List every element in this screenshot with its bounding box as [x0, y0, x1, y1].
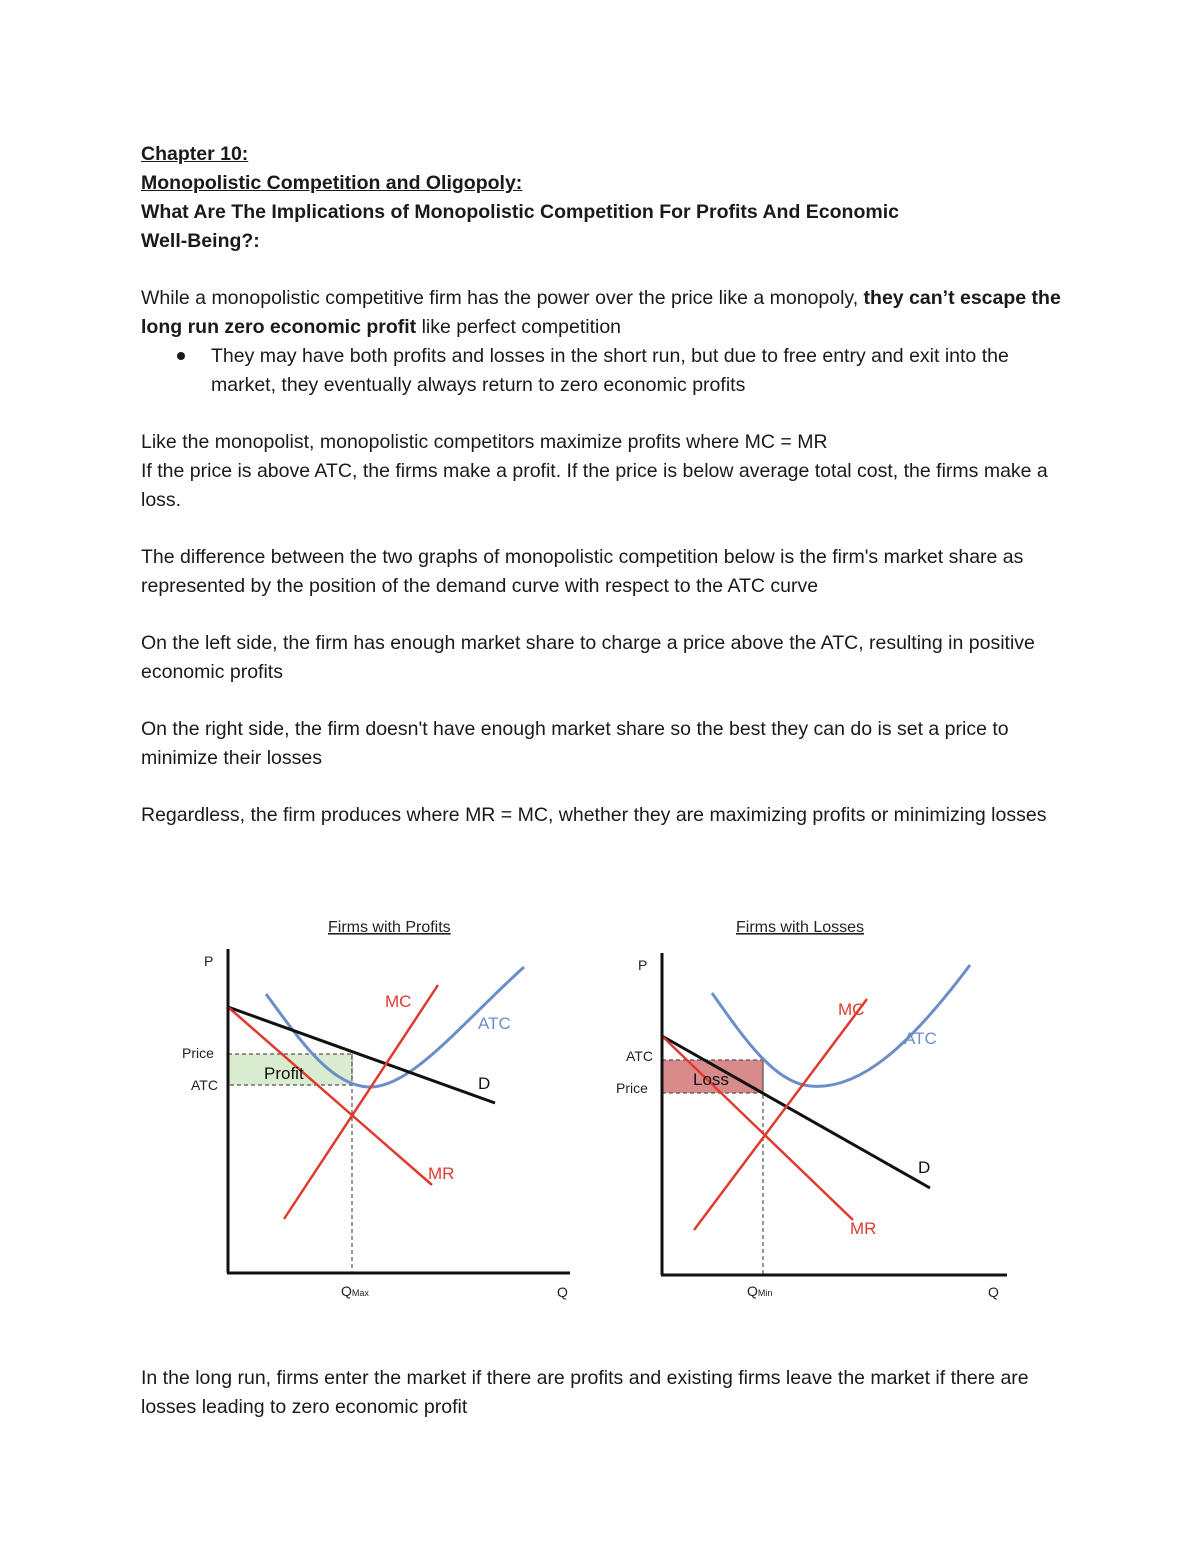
right-x-axis-label: Q	[988, 1284, 999, 1300]
right-price-label: Price	[616, 1080, 648, 1096]
right-y-axis-label: P	[638, 957, 648, 973]
right-atc-curve-label: ATC	[904, 1029, 937, 1048]
section-question-line1: What Are The Implications of Monopolistic Competition For Profits And Economic	[141, 201, 899, 223]
right-q-sub: Min	[757, 1288, 773, 1298]
right-mc-label: MC	[838, 1000, 865, 1019]
left-mc-label: MC	[385, 992, 412, 1011]
section-question-line2: Well-Being?:	[141, 230, 260, 252]
paragraph-right-side: On the right side, the firm doesn't have enough market share so the best they can do is set a price to minimize their losses	[141, 718, 1009, 769]
paragraph-left-side: On the left side, the firm has enough market share to charge a price above the ATC, resulting in positive economic profits	[141, 632, 1035, 683]
left-atc-curve-label: ATC	[478, 1014, 511, 1033]
left-atc-axis-label: ATC	[191, 1077, 218, 1093]
paragraph-price-atc: If the price is above ATC, the firms make a profit. If the price is below average total cost, the firms make a loss.	[141, 460, 1048, 511]
graph-firms-with-losses	[616, 919, 1007, 1300]
right-graph-title: Firms with Losses	[736, 919, 865, 936]
paragraph-intro	[141, 284, 1071, 342]
left-x-axis-label: Q	[557, 1284, 568, 1300]
left-q-sub: Max	[351, 1288, 369, 1298]
bullet-item	[141, 342, 1071, 400]
paragraph-maximize: Like the monopolist, monopolistic competitors maximize profits where MC = MR	[141, 431, 828, 453]
chapter-heading: Chapter 10:	[141, 143, 249, 165]
graphs-figure	[170, 905, 1030, 1310]
left-price-label: Price	[182, 1045, 214, 1061]
left-demand-label: D	[478, 1074, 491, 1093]
left-graph-title: Firms with Profits	[328, 919, 451, 936]
left-mr-line	[228, 1007, 432, 1185]
right-mr-label: MR	[850, 1219, 877, 1238]
left-q-main: Q	[341, 1283, 352, 1299]
graph-firms-with-profits	[182, 919, 570, 1300]
left-y-axis-label: P	[204, 953, 214, 969]
right-qmin-label	[747, 1283, 772, 1299]
left-qmax-label	[341, 1283, 369, 1299]
right-atc-axis-label: ATC	[626, 1048, 653, 1064]
paragraph-difference: The difference between the two graphs of monopolistic competition below is the firm's market share as represented by the position of the demand curve with respect to the ATC curve	[141, 546, 1024, 597]
right-demand-label: D	[918, 1158, 931, 1177]
right-q-main: Q	[747, 1283, 758, 1299]
bullet-text: They may have both profits and losses in the short run, but due to free entry and exit into the market, they eventually always return to zero economic profits	[211, 345, 1009, 396]
document-body	[141, 140, 1071, 830]
closing-paragraph-block	[141, 1344, 1071, 1441]
left-mr-label: MR	[428, 1164, 455, 1183]
left-profit-label: Profit	[264, 1064, 304, 1083]
left-mc-line	[284, 985, 438, 1219]
intro-text: While a monopolistic competitive firm has the power over the price like a monopoly,	[141, 287, 864, 309]
right-loss-label: Loss	[693, 1070, 729, 1089]
paragraph-regardless: Regardless, the firm produces where MR = MC, whether they are maximizing profits or minimizing losses	[141, 804, 1047, 826]
intro-bold-text: they can’t escape the long run zero economic profit	[141, 287, 1061, 338]
intro-tail: like perfect competition	[416, 316, 622, 338]
paragraph-long-run: In the long run, firms enter the market if there are profits and existing firms leave the market if there are losses leading to zero economic profit	[141, 1366, 1029, 1418]
bullet-dot-icon	[177, 352, 185, 360]
chapter-subtitle: Monopolistic Competition and Oligopoly:	[141, 172, 523, 194]
right-mc-line	[694, 999, 867, 1230]
